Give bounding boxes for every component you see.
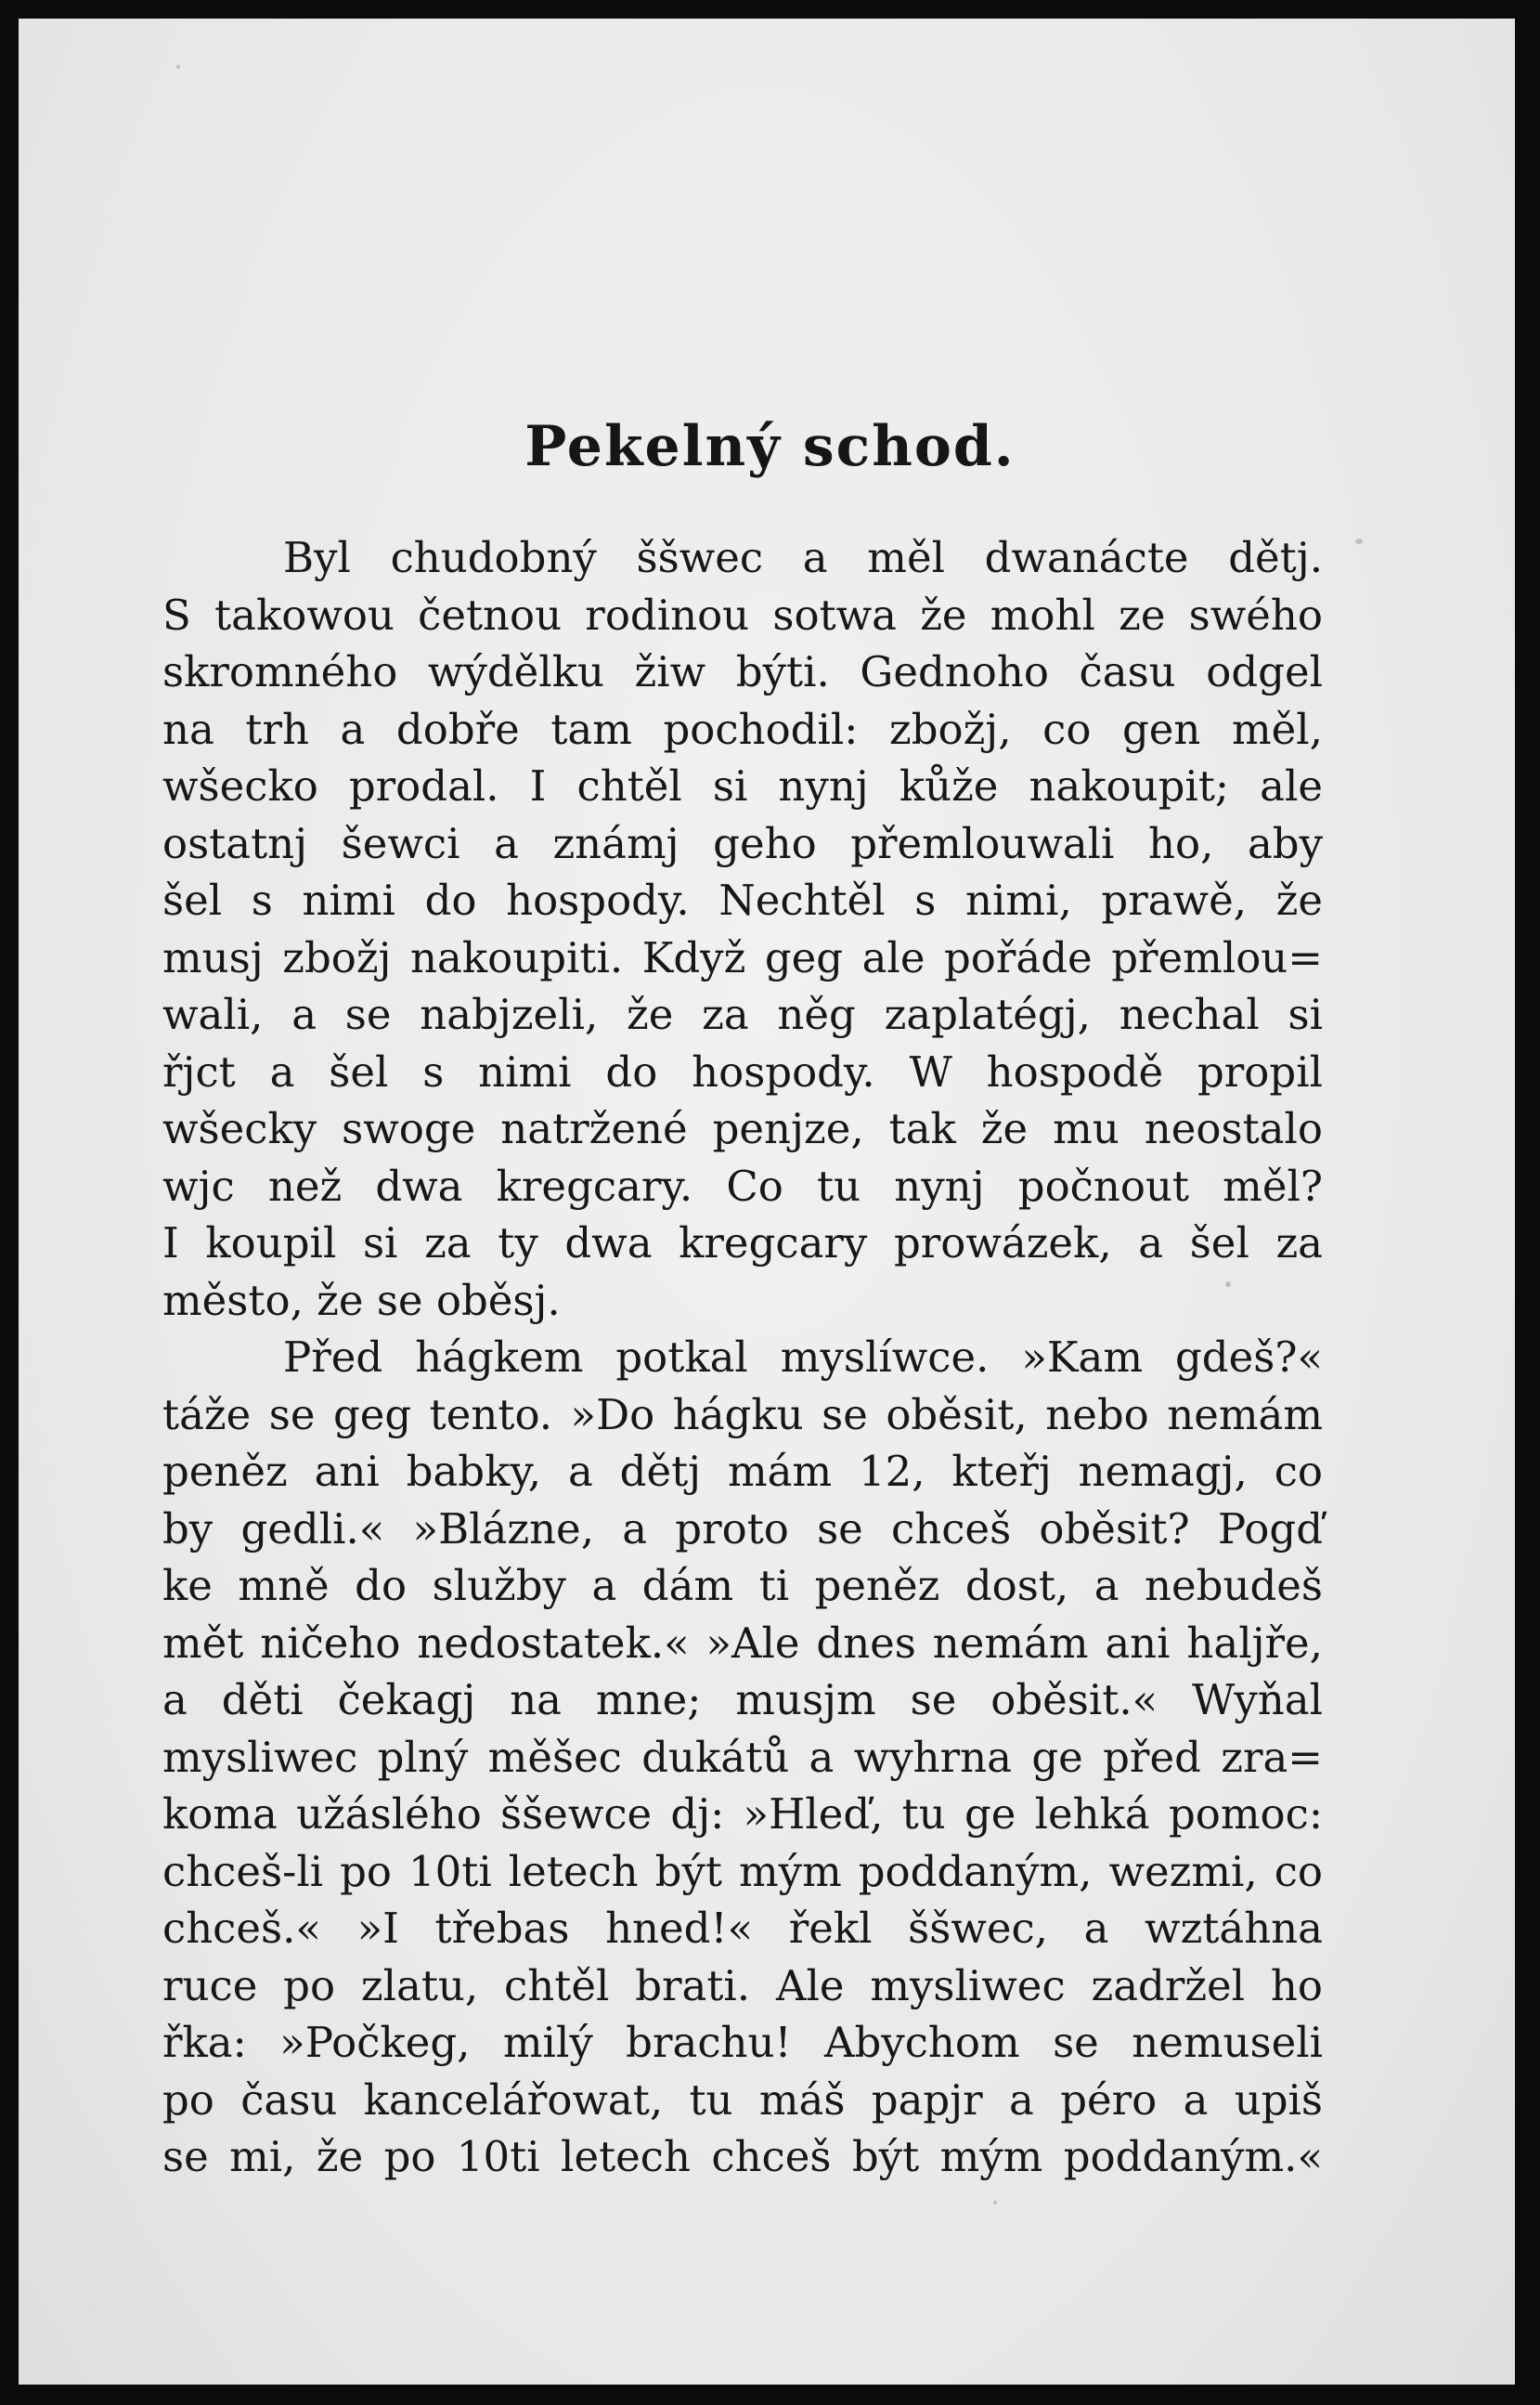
text-line: táže se geg tento. »Do hágku se oběsit, nebo nemám: [162, 1389, 1323, 1439]
text-line: by gedli.« »Blázne, a proto se chceš oběsit? Pogď: [162, 1503, 1323, 1554]
text-line: ostatnj šewci a známj geho přemlouwali ho, aby: [162, 818, 1323, 868]
text-line: šel s nimi do hospody. Nechtěl s nimi, prawě, že: [162, 876, 1323, 925]
text-line: po času kancelářowat, tu máš papjr a péro a upiš: [162, 2074, 1323, 2125]
chapter-title: Pekelný schod.: [524, 414, 1016, 479]
text-line: koma užáslého ššewce dj: »Hleď, tu ge lehká pomoc:: [162, 1789, 1323, 1839]
text-line: skromného wýdělku žiw býti. Gednoho času odgel: [162, 647, 1323, 696]
text-line: mět ničeho nedostatek.« »Ale dnes nemám ani haljře,: [162, 1618, 1323, 1668]
book-spine-edge: [0, 0, 13, 2405]
text-line: řka: »Počkeg, milý brachu! Abychom se nemuseli: [162, 2018, 1323, 2067]
paper-speck: [993, 2201, 997, 2204]
text-line: S takowou četnou rodinou sotwa že mohl ze swého: [162, 590, 1323, 640]
text-line: Byl chudobný ššwec a měl dwanácte dětj.: [283, 533, 1323, 582]
text-line: ruce po zlatu, chtěl brati. Ale mysliwec zadržel ho: [162, 1960, 1323, 2010]
text-line: I koupil si za ty dwa kregcary prowázek, a šel za: [162, 1218, 1323, 1268]
text-line: chceš.« »I třebas hned!« řekl ššwec, a wztáhna: [162, 1904, 1323, 1953]
text-line: mysliwec plný měšec dukátů a wyhrna ge před zra=: [162, 1732, 1323, 1782]
body-text: [162, 529, 1323, 2186]
text-line: wšecko prodal. I chtěl si nynj kůže nakoupit; ale: [162, 761, 1323, 811]
text-line: musj zbožj nakoupiti. Když geg ale pořáde přemlou=: [162, 932, 1323, 982]
text-line: řjct a šel s nimi do hospody. W hospodě propil: [162, 1046, 1323, 1097]
text-line: na trh a dobře tam pochodil: zbožj, co gen měl,: [162, 704, 1323, 754]
paper-speck: [176, 65, 180, 69]
text-line: město, že se oběsj.: [162, 1275, 561, 1325]
text-line: wšecky swoge natržené penjze, tak že mu neostalo: [162, 1104, 1323, 1153]
text-line: chceš-li po 10ti letech být mým poddaným, wezmi, co: [162, 1846, 1323, 1896]
text-line: Před hágkem potkal myslíwce. »Kam gdeš?«: [283, 1332, 1323, 1382]
text-line: wali, a se nabjzeli, že za něg zaplatégj, nechal si: [162, 990, 1323, 1039]
text-line: wjc než dwa kregcary. Co tu nynj počnout měl?: [162, 1161, 1323, 1211]
text-line: peněz ani babky, a dětj mám 12, kteřj nemagj, co: [162, 1447, 1323, 1496]
paper-speck: [1355, 539, 1363, 544]
text-line: se mi, že po 10ti letech chceš být mým poddaným.«: [162, 2132, 1323, 2181]
text-line: a děti čekagj na mne; musjm se oběsit.« Wyňal: [162, 1675, 1323, 1724]
text-line: ke mně do služby a dám ti peněz dost, a nebudeš: [162, 1561, 1323, 1610]
